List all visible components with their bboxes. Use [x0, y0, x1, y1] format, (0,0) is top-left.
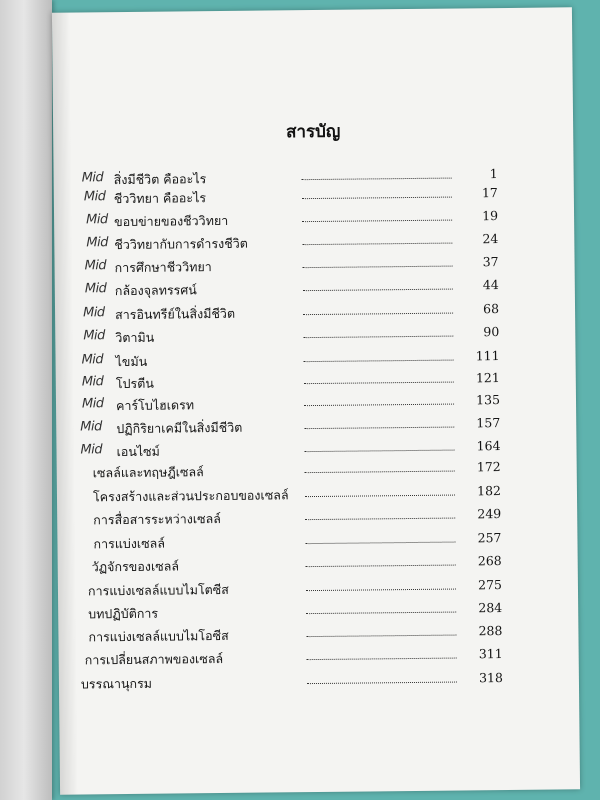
dot-leader	[307, 658, 457, 661]
toc-entry-label: โครงสร้างและส่วนประกอบของเซลล์	[92, 487, 289, 505]
handwritten-mark: Mid	[82, 305, 105, 321]
handwritten-mark: Mid	[86, 212, 108, 228]
toc-entry-page: 121	[475, 370, 500, 386]
toc-entry-page: 249	[477, 506, 502, 522]
handwritten-mark: Mid	[81, 352, 104, 368]
toc-entry-label: การแบ่งเซลล์	[93, 535, 166, 552]
toc-entry-page: 135	[476, 392, 501, 408]
dot-leader	[306, 589, 456, 592]
toc-entry-label: ไขมัน	[115, 353, 148, 370]
toc-entry	[59, 645, 579, 670]
dot-leader	[305, 518, 455, 521]
handwritten-mark: Mid	[84, 281, 107, 297]
dot-leader	[305, 542, 455, 545]
toc-entry-page: 24	[482, 231, 499, 247]
toc-entry	[54, 184, 574, 209]
toc-entry-label: การสื่อสารระหว่างเซลล์	[93, 511, 221, 528]
dot-leader	[304, 404, 454, 407]
toc-entry-label: วัฏจักรของเซลล์	[91, 558, 180, 575]
toc-entry-page: 257	[477, 530, 502, 546]
toc-entry-label: ชีววิทยากับการดำรงชีวิต	[114, 235, 248, 253]
dot-leader	[303, 313, 453, 316]
toc-entry-label: โปรตีน	[115, 375, 154, 392]
toc-entry-page: 17	[481, 185, 498, 201]
dot-leader	[306, 612, 456, 615]
toc-entry-label: วิตามิน	[115, 329, 155, 346]
toc-entry-label: ชีววิทยา คืออะไร	[113, 190, 207, 207]
toc-entry-page: 311	[478, 646, 503, 662]
toc-entry-label: การเปลี่ยนสภาพของเซลล์	[84, 650, 224, 668]
toc-entry-label: สิ่งมีชีวิต คืออะไร	[113, 171, 207, 188]
toc-entry-page: 37	[482, 254, 499, 270]
toc-entry	[57, 482, 577, 507]
toc-entry	[56, 391, 576, 416]
toc-entry-label: ปฏิกิริยาเคมีในสิ่งมีชีวิต	[116, 419, 243, 437]
toc-entry	[55, 276, 575, 301]
toc-entry	[54, 230, 574, 255]
toc-entry	[58, 622, 578, 647]
toc-entry	[54, 207, 574, 232]
dot-leader	[302, 197, 452, 200]
dot-leader	[305, 495, 455, 498]
page-title: สารบัญ	[285, 121, 341, 143]
toc-entry-page: 284	[478, 600, 503, 616]
dot-leader	[303, 289, 453, 292]
dot-leader	[302, 220, 452, 223]
dot-leader	[302, 243, 452, 246]
dot-leader	[306, 565, 456, 568]
dot-leader	[303, 336, 453, 339]
handwritten-mark: Mid	[81, 396, 104, 412]
toc-entry-label: การแบ่งเซลล์แบบไมโอซีส	[88, 627, 229, 645]
dot-leader	[304, 360, 454, 363]
toc-entry	[57, 458, 577, 483]
handwritten-mark: Mid	[83, 328, 105, 344]
handwritten-mark: Mid	[80, 442, 103, 458]
toc-entry-page: 111	[475, 348, 500, 364]
dot-leader	[304, 427, 454, 430]
handwritten-mark: Mid	[81, 170, 104, 186]
toc-entry-page: 90	[483, 324, 500, 340]
handwritten-mark: Mid	[80, 419, 102, 435]
toc-entry	[58, 576, 578, 601]
handwritten-mark: Mid	[84, 258, 107, 274]
toc-entry-label: ขอบข่ายของชีววิทยา	[114, 212, 229, 230]
toc-entry-page: 172	[476, 459, 501, 475]
toc-entry-page: 275	[477, 577, 503, 593]
toc-entry-page: 1	[489, 166, 498, 182]
toc-entry-page: 68	[483, 301, 500, 317]
dot-leader	[304, 382, 454, 385]
toc-entry	[55, 347, 575, 372]
dot-leader	[306, 635, 456, 638]
dot-leader	[303, 266, 453, 269]
dot-leader	[305, 471, 455, 474]
toc-entry	[58, 599, 578, 624]
book-page	[52, 7, 580, 794]
toc-entry-label: เซลล์และทฤษฎีเซลล์	[92, 464, 204, 481]
dot-leader	[307, 682, 457, 685]
toc-entry-label: กล้องจุลทรรศน์	[114, 282, 197, 299]
toc-entry-label: บทปฏิบัติการ	[88, 605, 159, 622]
toc-entry	[57, 505, 577, 530]
toc-entry	[55, 300, 575, 325]
toc-entry-label: การแบ่งเซลล์แบบไมโตซีส	[87, 581, 229, 599]
toc-entry-page: 157	[476, 415, 501, 431]
toc-entry-page: 268	[477, 553, 502, 569]
toc-entry-label: สารอินทรีย์ในสิ่งมีชีวิต	[115, 305, 236, 323]
toc-entry	[57, 529, 577, 554]
table-of-contents	[54, 165, 574, 692]
toc-entry-label: เอนไซม์	[116, 443, 160, 460]
toc-entry	[59, 669, 579, 694]
toc-entry	[55, 323, 575, 348]
handwritten-mark: Mid	[81, 374, 104, 390]
toc-entry-page: 44	[482, 277, 499, 293]
dot-leader	[305, 450, 455, 453]
toc-entry-page: 318	[478, 670, 503, 686]
toc-entry-page: 19	[482, 208, 499, 224]
toc-entry	[58, 552, 578, 577]
toc-entry	[56, 369, 576, 394]
toc-entry-page: 164	[476, 438, 501, 454]
facing-page-edge	[0, 0, 52, 800]
toc-entry-page: 182	[477, 483, 502, 499]
toc-entry	[54, 253, 574, 278]
toc-entry	[56, 414, 576, 439]
handwritten-mark: Mid	[83, 189, 106, 205]
toc-entry-label: บรรณานุกรม	[80, 675, 153, 692]
dot-leader	[302, 178, 452, 181]
toc-entry-page: 288	[478, 623, 503, 639]
toc-entry-label: คาร์โบไฮเดรท	[115, 397, 195, 414]
handwritten-mark: Mid	[86, 235, 109, 251]
toc-entry-label: การศึกษาชีววิทยา	[114, 259, 212, 276]
